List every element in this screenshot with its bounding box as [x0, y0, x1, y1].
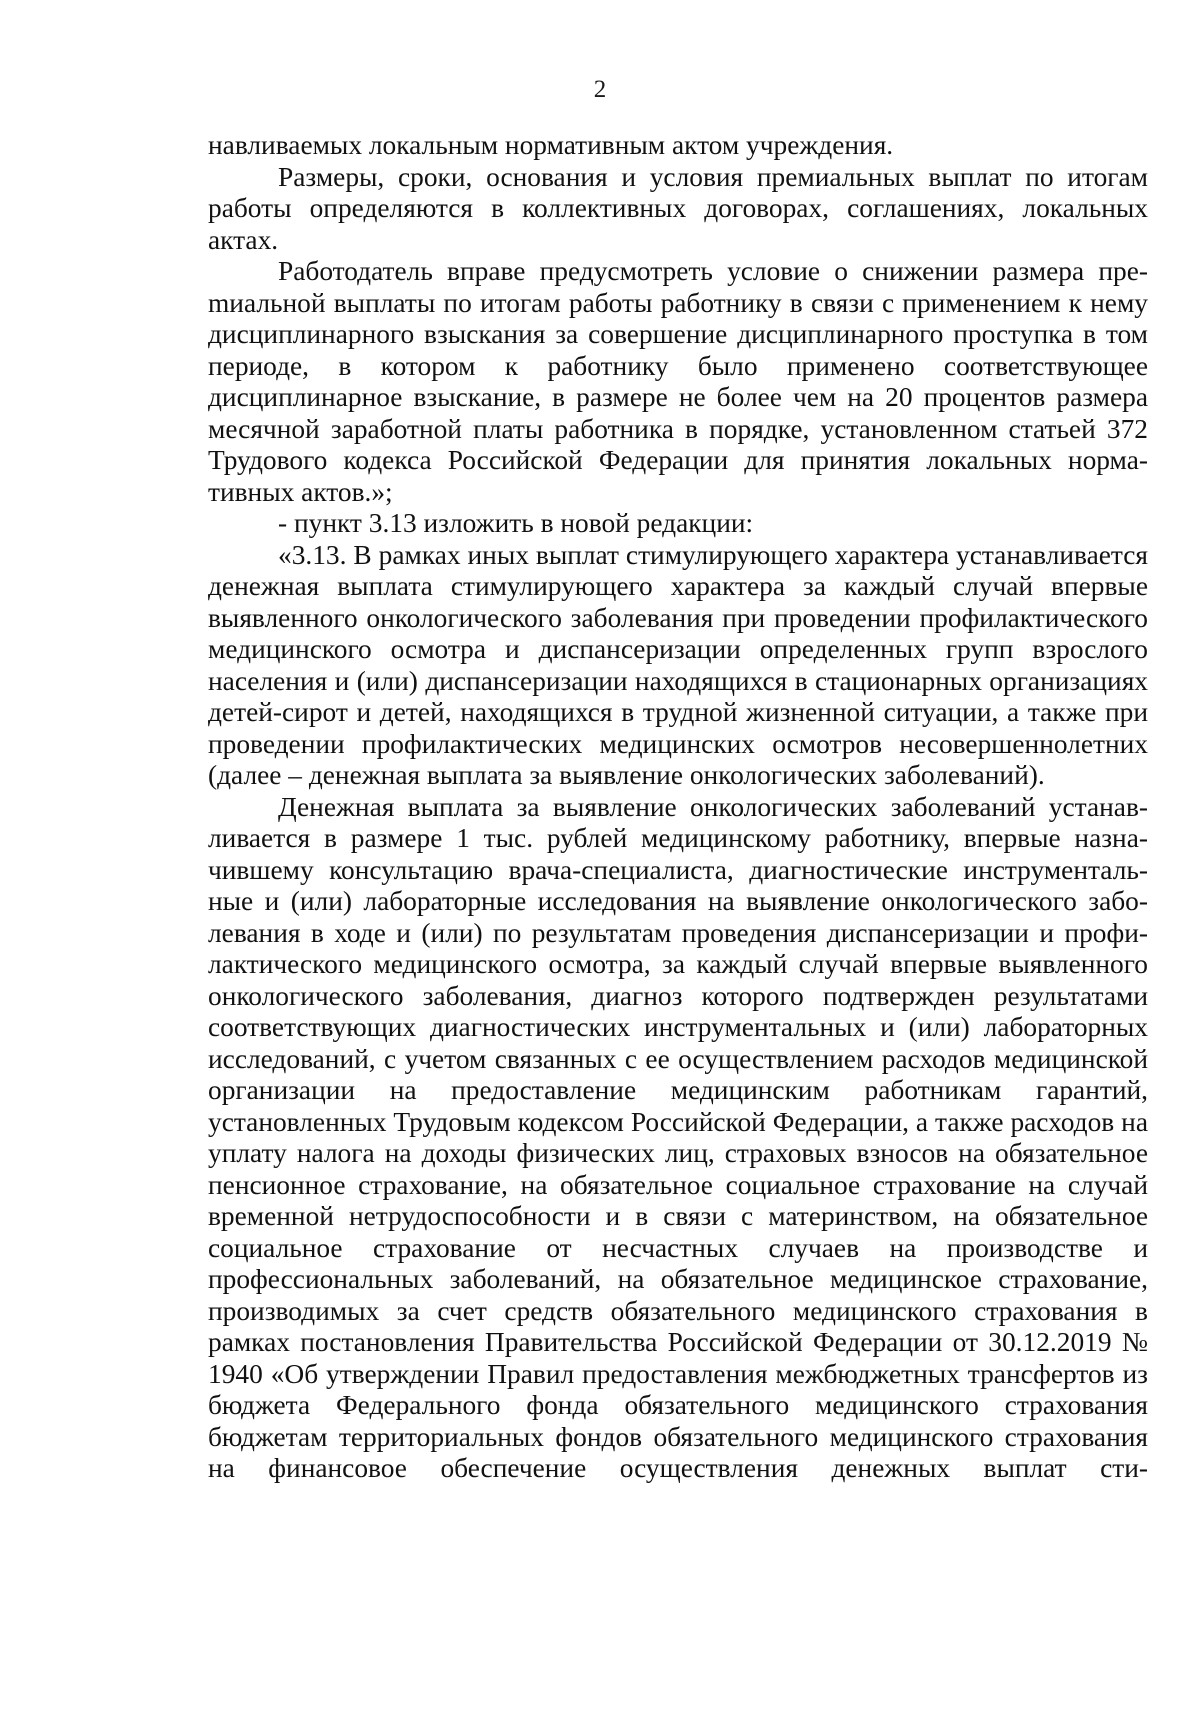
paragraph-oncology-payment: Денежная выплата за выявление онкологических заболеваний устанавливается в размере 1 тыс. рублей медицинскому работнику, впервые назначившему консультацию врача-специалиста, диагностические инструментальные и (или) лабораторные исследования на выявление онкологического заболевания в ходе и (или) по результатам проведения диспансеризации и профилактического медицинского осмотра, за каждый случай впервые выявленного онкологического заболевания, диагноз которого подтвержден результатами соответствующих диагностических инструментальных и (или) лабораторных исследований, с учетом связанных с ее осуществлением расходов медицинской организации на предоставление медицинским работникам гарантий, установленных Трудовым кодексом Российской Федерации, а также расходов на уплату налога на доходы физических лиц, страховых взносов на обязательное пенсионное страхование, на обязательное социальное страхование на случай временной нетрудоспособности и в связи с материнством, на обязательное социальное страхование от несчастных случаев на производстве и профессиональных заболеваний, на обязательное медицинское страхование, производимых за счет средств обязательного медицинского страхования в рамках постановления Правительства Российской Федерации от 30.12.2019 № 1940 «Об утверждении Правил предоставления межбюджетных трансфертов из бюджета Федерального фонда обязательного медицинского страхования бюджетам территориальных фондов обязательного медицинского страхования на финансовое обеспечение осуществления денежных выплат сти- [208, 791, 1148, 1483]
paragraph-clause-3-13: «3.13. В рамках иных выплат стимулирующего характера устанавливается денежная выплата стимулирующего характера за каждый случай впервые выявленного онкологического заболевания при проведении профилактического медицинского осмотра и диспансеризации определенных групп взрослого населения и (или) диспансеризации находящихся в стационарных организациях детей-сирот и детей, находящихся в трудной жизненной ситуации, а также при проведении профилактических медицинских осмотров несовершеннолетних (далее – денежная выплата за выявление онкологических заболеваний). [208, 539, 1148, 790]
paragraph-continuation: навливаемых локальным нормативным актом учреждения. [208, 130, 894, 160]
document-body [208, 130, 1148, 1485]
paragraph-bonus-reduction: Работодатель вправе предусмотреть условие о снижении размера преmиальной выплаты по итогам работы работнику в связи с применением к нему дисциплинарного взыскания за совершение дисциплинарного проступка в том периоде, в котором к работнику было применено соответствующее дисциплинарное взыскание, в размере не более чем на 20 процентов размера месячной заработной платы работника в порядке, установленном статьей 372 Трудового кодекса Российской Федерации для принятия локальных нормативных актов.»; [208, 256, 1148, 507]
paragraph-amendment-instruction: - пункт 3.13 изложить в новой редакции: [278, 508, 754, 538]
page-number: 2 [593, 76, 607, 103]
paragraph-bonus-terms: Размеры, сроки, основания и условия премиальных выплат по итогам работы определяются в коллективных договорах, соглашениях, локальных актах. [208, 161, 1148, 255]
